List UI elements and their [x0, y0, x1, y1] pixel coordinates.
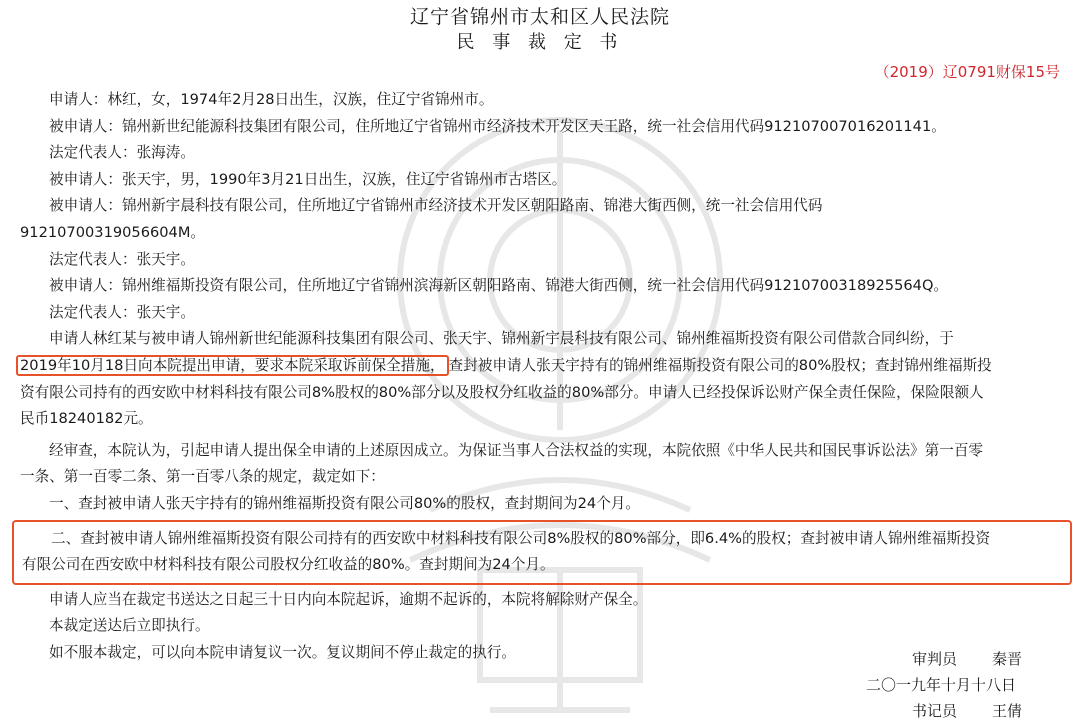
- judge-name: 秦晋: [992, 650, 1023, 668]
- application-line-2-rest: 查封被申请人张天宇持有的锦州维福斯投资有限公司的80%股权；查封锦州维福斯投: [448, 356, 992, 374]
- party-respondent-3: 被申请人：锦州新宇晨科技有限公司，住所地辽宁省锦州市经济技术开发区朝阳路南、锦港大街西侧，统一社会信用代码: [49, 197, 823, 215]
- court-name: 辽宁省锦州市太和区人民法院: [409, 6, 670, 28]
- application-line-2: [20, 353, 1064, 380]
- document-body: [20, 87, 1064, 666]
- party-legal-rep-1: 法定代表人：张海涛。: [49, 144, 195, 162]
- notice-effective: 本裁定送达后立即执行。: [49, 617, 210, 635]
- signature-clerk: [912, 699, 1022, 723]
- ruling-item-2-line-1: 二、查封被申请人锦州维福斯投资有限公司持有的西安欧中材料科技有限公司8%股权的80%部分，即6.4%的股权；查封被申请人锦州维福斯投资: [51, 529, 991, 547]
- party-respondent-1: 被申请人：锦州新世纪能源科技集团有限公司，住所地辽宁省锦州市经济技术开发区天王路，统一社会信用代码912107007016201141。: [49, 117, 946, 135]
- party-respondent-2: 被申请人：张天宇，男，1990年3月21日出生，汉族，住辽宁省锦州市古塔区。: [49, 170, 567, 188]
- application-line-4: 民币18240182元。: [20, 410, 153, 428]
- party-applicant: 申请人：林红，女，1974年2月28日出生，汉族，住辽宁省锦州市。: [49, 91, 494, 108]
- party-respondent-4: 被申请人：锦州维福斯投资有限公司，住所地辽宁省锦州滨海新区朝阳路南、锦港大街西侧，统一社会信用代码91210700318925564Q。: [49, 277, 949, 295]
- party-legal-rep-4: 法定代表人：张天宇。: [49, 303, 195, 321]
- application-line-3: 资有限公司持有的西安欧中材料科技有限公司8%股权的80%部分以及股权分红收益的80%部分。申请人已经投保诉讼财产保全责任保险，保险限额人: [20, 383, 984, 401]
- ruling-line-2: 一条、第一百零二条、第一百零八条的规定，裁定如下：: [20, 468, 385, 486]
- party-respondent-3-code: 91210700319056604M。: [20, 223, 206, 241]
- clerk-label: 书记员: [912, 702, 958, 720]
- case-number: （2019）辽0791财保15号: [874, 63, 1060, 81]
- ruling-item-1: 一、查封被申请人张天宇持有的锦州维福斯投资有限公司80%的股权，查封期间为24个月。: [49, 494, 640, 512]
- application-line-1: 申请人林红某与被申请人锦州新世纪能源科技集团有限公司、张天宇、锦州新宇晨科技有限公司、锦州维福斯投资有限公司借款合同纠纷，于: [49, 330, 954, 348]
- ruling-line-1: 经审查，本院认为，引起申请人提出保全申请的上述原因成立。为保证当事人合法权益的实现，本院依照《中华人民共和国民事诉讼法》第一百零: [49, 441, 984, 459]
- highlighted-application-date: 2019年10月18日向本院提出申请，要求本院采取诉前保全措施，: [16, 355, 449, 376]
- notice-reconsideration: 如不服本裁定，可以向本院申请复议一次。复议期间不停止裁定的执行。: [49, 643, 517, 661]
- notice-lawsuit-deadline: 申请人应当在裁定书送达之日起三十日内向本院起诉，逾期不起诉的，本院将解除财产保全。: [49, 590, 648, 608]
- signature-date: 二〇一九年十月十八日: [866, 676, 1017, 694]
- signature-judge: [912, 647, 1022, 671]
- ruling-item-2-line-2: 有限公司在西安欧中材料科技有限公司股权分红收益的80%。查封期间为24个月。: [22, 556, 555, 574]
- judge-label: 审判员: [912, 650, 958, 668]
- clerk-name: 王倩: [992, 702, 1023, 720]
- document-title: 民 事 裁 定 书: [456, 32, 624, 53]
- party-legal-rep-3: 法定代表人：张天宇。: [49, 250, 195, 268]
- highlighted-ruling-item-2: [12, 520, 1072, 585]
